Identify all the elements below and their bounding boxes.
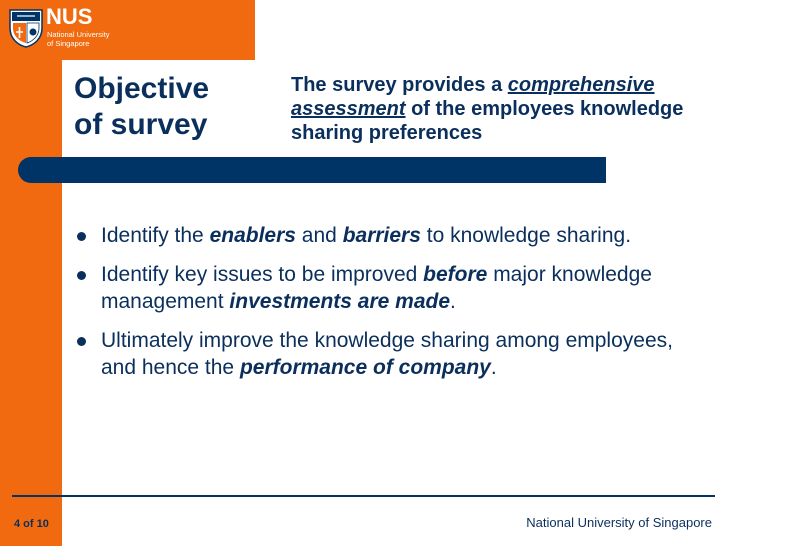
bullet-list — [74, 222, 694, 393]
subtitle-text-3: of the employees knowledge sharing preferences — [291, 98, 684, 144]
bullet-emphasis: investments are made — [229, 290, 451, 313]
bullet-text: major knowledge management — [101, 263, 652, 313]
nus-crest-icon — [8, 8, 44, 48]
bullet-text: . — [490, 356, 497, 379]
subtitle-emphasis-1: comprehensive — [507, 74, 655, 96]
slide-title-line1: Objective — [74, 72, 210, 105]
bullet-emphasis: before — [423, 263, 488, 286]
logo-subtitle-line1: National University — [47, 30, 110, 39]
slide-title — [74, 71, 209, 143]
bullet-dot-icon — [77, 337, 86, 346]
left-orange-strip — [0, 0, 62, 546]
slide-title-line2: of survey — [74, 108, 208, 141]
footer-organization: National University of Singapore — [526, 515, 712, 530]
bullet-item — [74, 222, 694, 249]
bullet-text: Ultimately improve the knowledge sharing among employees, and hence the — [101, 329, 673, 379]
bullet-dot-icon — [77, 271, 86, 280]
logo-subtitle-line2: of Singapore — [47, 39, 90, 48]
logo-wordmark: NUS — [46, 4, 93, 29]
nus-logo — [6, 6, 116, 50]
bullet-text: to knowledge sharing. — [420, 224, 632, 247]
bullet-text: Identify key issues to be improved — [101, 263, 424, 286]
title-divider-bar — [18, 157, 606, 183]
bullet-dot-icon — [77, 232, 86, 241]
subtitle-emphasis-2: assessment — [291, 98, 406, 120]
subtitle-text-1: The survey provides a — [291, 74, 508, 96]
bullet-emphasis: barriers — [342, 224, 421, 247]
bullet-text: and — [295, 224, 343, 247]
bullet-item — [74, 327, 694, 381]
page-number: 4 of 10 — [14, 518, 49, 530]
slide-subtitle — [291, 73, 711, 145]
logo-subtitle — [47, 30, 110, 48]
bullet-emphasis: enablers — [209, 224, 296, 247]
bullet-text: Identify the — [101, 224, 210, 247]
bullet-text: . — [450, 290, 456, 313]
footer-divider — [12, 495, 715, 497]
bullet-item — [74, 261, 694, 315]
bullet-emphasis: performance of company — [239, 356, 491, 379]
